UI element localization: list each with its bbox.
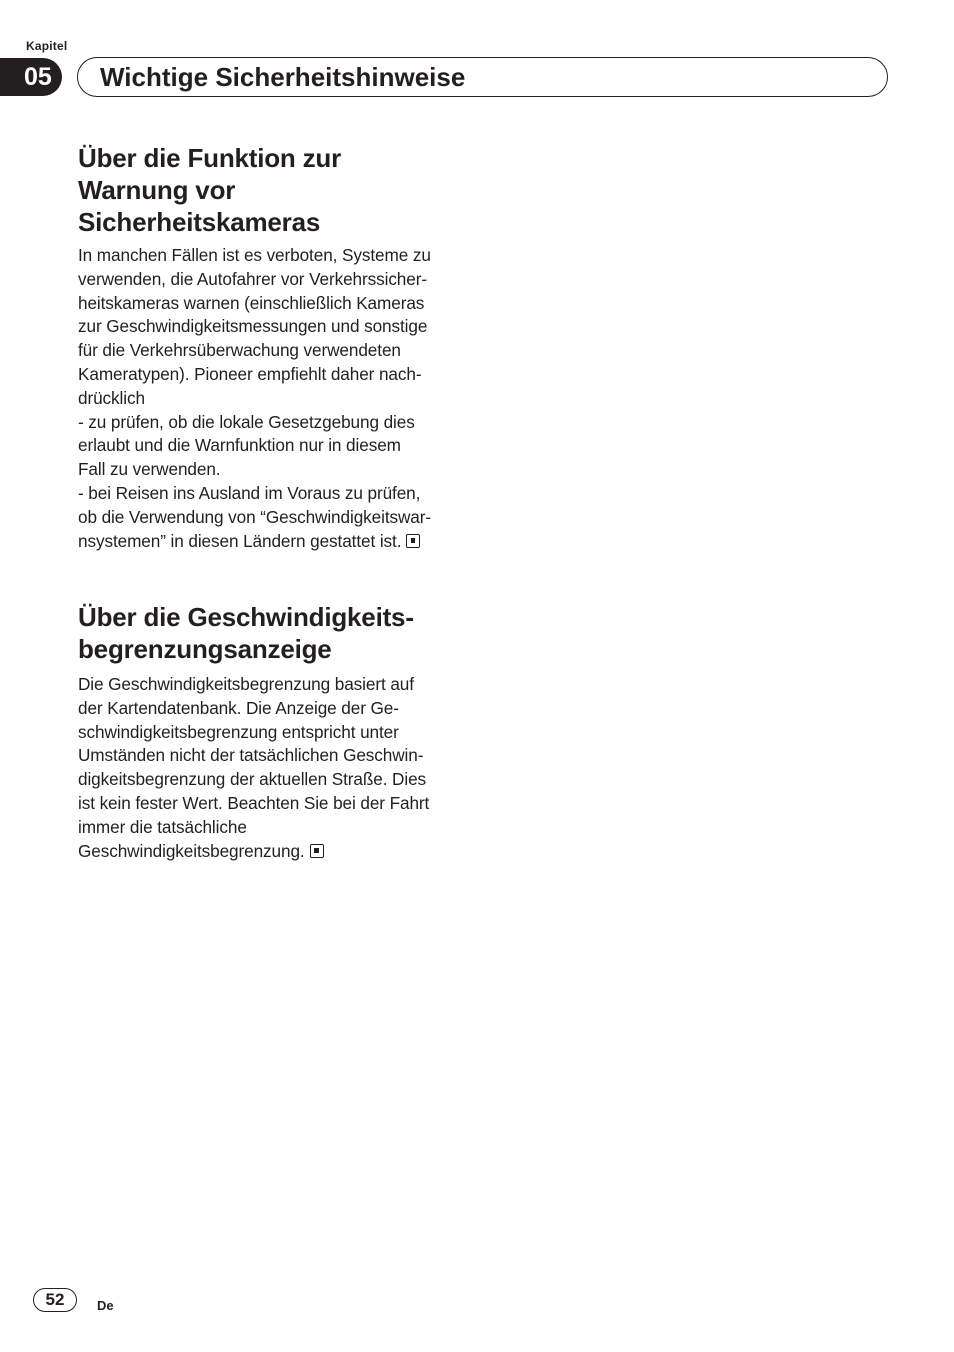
body-line: ob die Verwendung von “Geschwindigkeitswar- — [78, 506, 432, 527]
body-line: Die Geschwindigkeitsbegrenzung basiert auf — [78, 674, 414, 694]
chapter-number-badge: 05 — [0, 58, 62, 96]
body-line-last — [78, 840, 470, 864]
body-line: Kameratypen). Pioneer empfiehlt daher nach- — [78, 363, 422, 384]
body-line: schwindigkeitsbegrenzung entspricht unter — [78, 721, 399, 742]
body-line: der Kartendatenbank. Die Anzeige der Ge- — [78, 697, 399, 718]
body-line: - bei Reisen ins Ausland im Voraus zu prüfen, — [78, 482, 421, 503]
body-line: heitskameras warnen (einschließlich Kameras — [78, 292, 425, 313]
end-of-section-icon — [310, 844, 324, 858]
body-line: für die Verkehrsüberwachung verwendeten — [78, 340, 401, 361]
page-number: 52 — [33, 1288, 77, 1312]
body-line: digkeitsbegrenzung der aktuellen Straße. Dies — [78, 769, 427, 790]
body-line: drücklich — [78, 387, 145, 408]
body-line: zur Geschwindigkeitsmessungen und sonstige — [78, 316, 428, 337]
body-line: verwenden, die Autofahrer vor Verkehrssicher- — [78, 268, 427, 289]
heading-line: Sicherheitskameras — [78, 207, 321, 237]
body-line: immer die tatsächliche — [78, 816, 247, 837]
section-heading — [78, 601, 470, 665]
heading-line: Über die Geschwindigkeits- — [78, 602, 414, 632]
body-line: ist kein fester Wert. Beachten Sie bei der Fahrt — [78, 792, 430, 813]
body-line: Geschwindigkeitsbegrenzung. — [78, 840, 305, 861]
section-speed-limit-display — [78, 601, 470, 863]
heading-line: begrenzungsanzeige — [78, 634, 332, 664]
section-safety-camera-warning — [78, 142, 470, 553]
heading-line: Warnung vor — [78, 175, 236, 205]
end-of-section-icon — [406, 534, 420, 548]
body-line: nsystemen” in diesen Ländern gestattet ist. — [78, 530, 402, 551]
heading-line: Über die Funktion zur — [78, 143, 342, 173]
chapter-title: Wichtige Sicherheitshinweise — [100, 62, 466, 92]
body-line: Umständen nicht der tatsächlichen Geschwin- — [78, 745, 424, 766]
section-heading — [78, 142, 470, 238]
section-body — [78, 244, 470, 553]
body-line: In manchen Fällen ist es verboten, Systeme zu — [78, 245, 431, 265]
language-label: De — [97, 1298, 114, 1313]
body-line-last — [78, 530, 470, 554]
body-line: Fall zu verwenden. — [78, 459, 221, 480]
kapitel-label: Kapitel — [26, 39, 68, 53]
body-line: erlaubt und die Warnfunktion nur in diesem — [78, 435, 401, 456]
body-line: - zu prüfen, ob die lokale Gesetzgebung dies — [78, 411, 415, 432]
section-body — [78, 673, 470, 863]
chapter-title-box — [77, 57, 888, 97]
